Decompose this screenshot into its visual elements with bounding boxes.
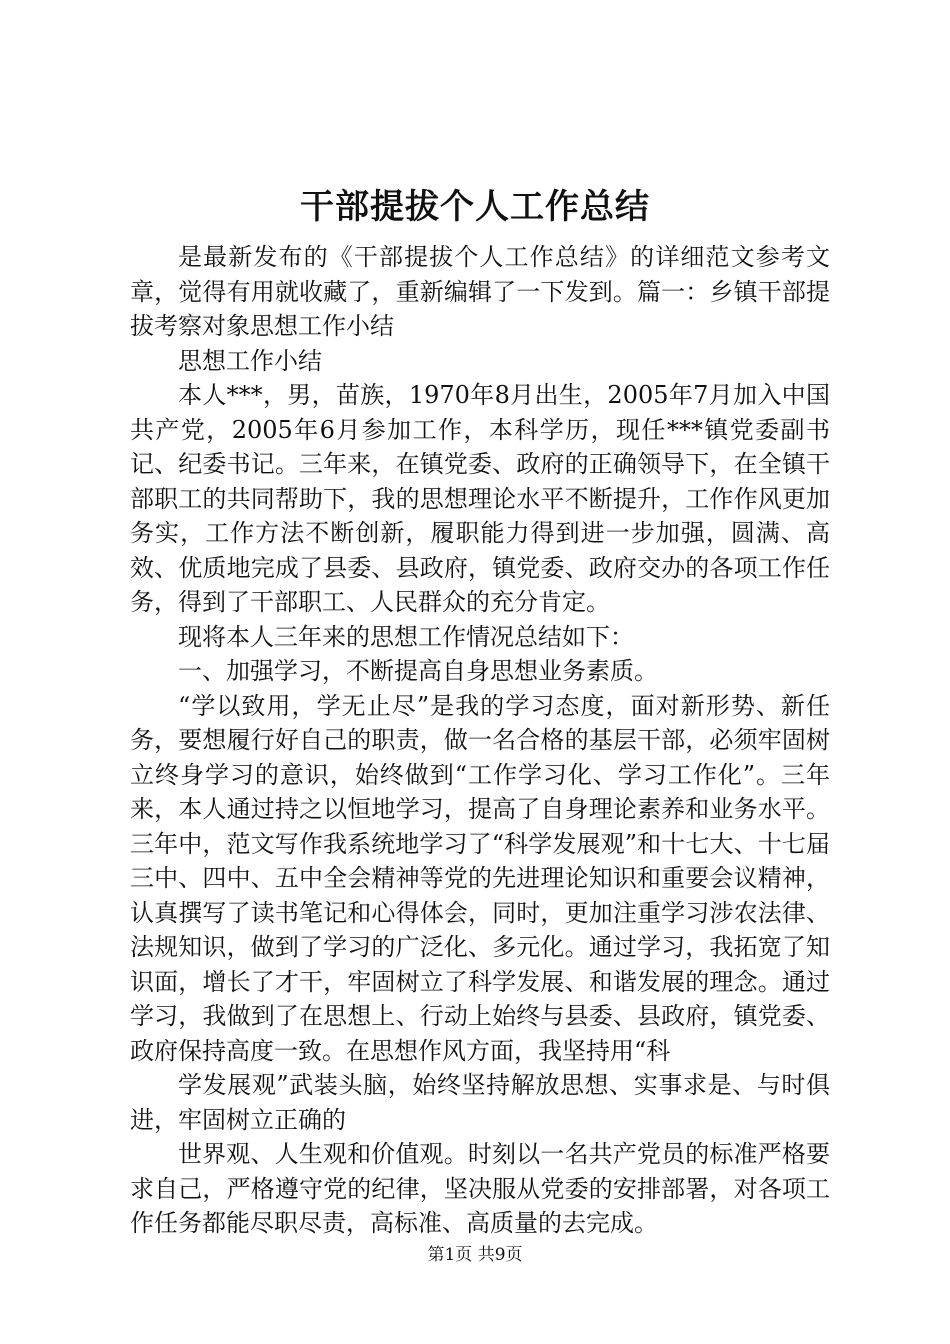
paragraph-values: 世界观、人生观和价值观。时刻以一名共产党员的标准严格要求自己，严格遵守党的纪律，坚决服从党委的安排部署，对各项工作任务都能尽职尽责，高标准、高质量的去完成。 xyxy=(130,1140,830,1237)
paragraph-outlook: 学发展观”武装头脑，始终坚持解放思想、实事求是、与时俱进，牢固树立正确的 xyxy=(130,1071,830,1134)
page-footer: 第1页 共9页 xyxy=(427,1245,523,1265)
document-title: 干部提拔个人工作总结 xyxy=(300,187,650,227)
section-heading-study: 一、加强学习，不断提高自身思想业务素质。 xyxy=(178,657,658,685)
paragraph-subheading: 思想工作小结 xyxy=(178,346,322,375)
paragraph-study: “学以致用，学无止尽”是我的学习态度，面对新形势、新任务，要想履行好自己的职责，做一名合格的基层干部，必须牢固树立终身学习的意识，始终做到“工作学习化、学习工作化”。三年来，本人通过持之以恒地学习，提高了自身理论素养和业务水平。三年中，范文写作我系统地学习了“科学发展观”和十七大、十七届三中、四中、五中全会精神等党的先进理论知识和重要会议精神，认真撰写了读书笔记和心得体会，同时，更加注重学习涉农法律、法规知识，做到了学习的广泛化、多元化。通过学习，我拓宽了知识面，增长了才干，牢固树立了科学发展、和谐发展的理念。通过学习，我做到了在思想上、行动上始终与县委、县政府，镇党委、政府保持高度一致。在思想作风方面，我坚持用“科 xyxy=(130,691,830,1065)
document-body xyxy=(130,240,830,1241)
paragraph-summary-lead: 现将本人三年来的思想工作情况总结如下： xyxy=(178,622,634,651)
paragraph-self-introduction: 本人***，男，苗族，1970年8月出生，2005年7月加入中国共产党，2005年6月参加工作，本科学历，现任***镇党委副书记、纪委书记。三年来，在镇党委、政府的正确领导下，在全镇干部职工的共同帮助下，我的思想理论水平不断提升，工作作风更加务实，工作方法不断创新，履职能力得到进一步加强，圆满、高效、优质地完成了县委、县政府，镇党委、政府交办的各项工作任务，得到了干部职工、人民群众的充分肯定。 xyxy=(130,381,830,616)
paragraph-intro: 是最新发布的《干部提拔个人工作总结》的详细范文参考文章，觉得有用就收藏了，重新编辑了一下发到。篇一：乡镇干部提拔考察对象思想工作小结 xyxy=(130,243,830,340)
